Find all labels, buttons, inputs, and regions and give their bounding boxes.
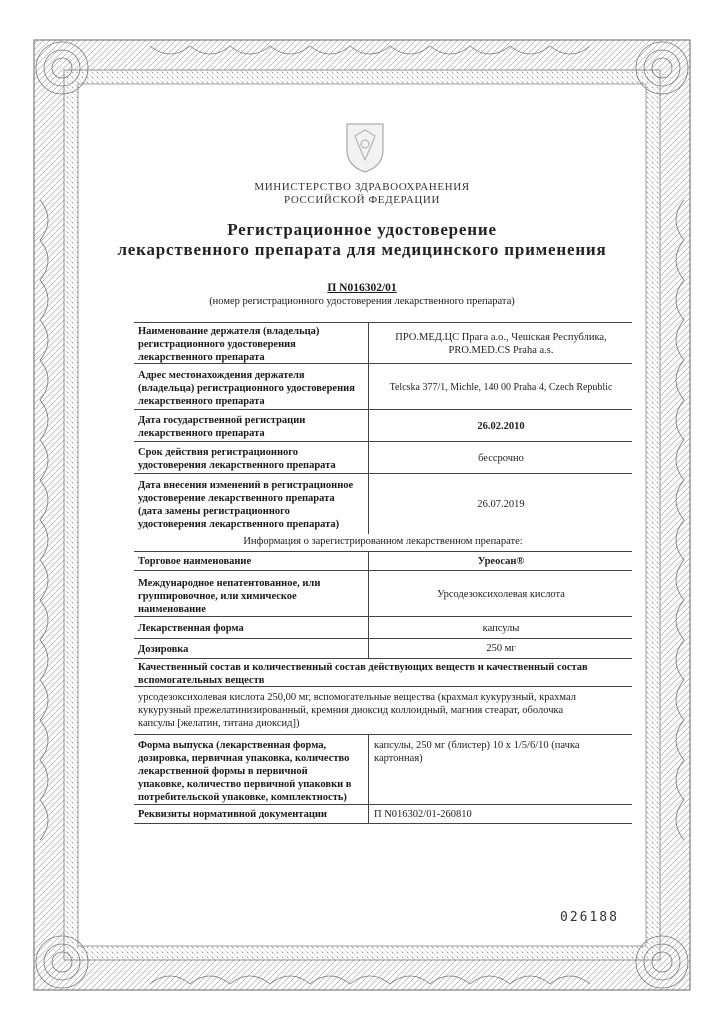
table-row: Срок действия регистрационного удостоверения лекарственного препарата бессрочно <box>134 442 632 474</box>
holder-table <box>134 322 632 534</box>
table-row: урсодезоксихолевая кислота 250,00 мг, вспомогательные вещества (крахмал кукурузный, крахмал кукурузный прежелатинизированный, кремния диоксид коллоидный, магния стеарат, оболочка капсулы [желатин, титана диоксид]) <box>134 687 632 735</box>
table-row: Наименование держателя (владельца) регистрационного удостоверения лекарственного препарата ПРО.МЕД.ЦС Прага а.о., Чешская Республика, PRO.MED.CS Praha a.s. <box>134 322 632 364</box>
product-info-heading: Информация о зарегистрированном лекарственном препарате: <box>243 536 523 547</box>
table-row: Международное непатентованное, или группировочное, или химическое наименование Урсодезоксихолевая кислота <box>134 571 632 617</box>
table-row: Реквизиты нормативной документации П N016302/01-260810 <box>134 805 632 824</box>
document-title-line-1: Регистрационное удостоверение <box>227 220 497 239</box>
document-title-line-2: лекарственного препарата для медицинского применения <box>117 240 607 259</box>
coat-of-arms-icon <box>343 120 387 174</box>
table-row: Качественный состав и количественный состав действующих веществ и качественный состав вспомогательных веществ <box>134 659 632 687</box>
serial-number: 026188 <box>560 910 619 925</box>
table-row: Дата государственной регистрации лекарственного препарата 26.02.2010 <box>134 410 632 442</box>
ministry-line-1: МИНИСТЕРСТВО ЗДРАВООХРАНЕНИЯ <box>254 181 470 193</box>
table-row: Дозировка 250 мг <box>134 639 632 659</box>
trade-name: Уреосан® <box>477 556 525 567</box>
registration-number: П N016302/01 <box>327 282 397 294</box>
table-row: Лекарственная форма капсулы <box>134 617 632 639</box>
registration-number-note: (номер регистрационного удостоверения лекарственного препарата) <box>209 296 515 307</box>
table-row: Адрес местонахождения держателя (владельца) регистрационного удостоверения лекарственного препарата Telcska 377/1, Michle, 140 00 Praha 4, Czech Republic <box>134 364 632 410</box>
table-row: Дата внесения изменений в регистрационное удостоверение лекарственного препарата (дата замены регистрационного удостоверения лекарственного препарата) 26.07.2019 <box>138 480 525 530</box>
ministry-line-2: РОССИЙСКОЙ ФЕДЕРАЦИИ <box>283 194 441 206</box>
table-row: Торговое наименование Уреосан® <box>134 551 632 571</box>
product-info-table <box>134 534 632 824</box>
table-row: Форма выпуска (лекарственная форма, дозировка, первичная упаковка, количество лекарственной формы в первичной упаковке, количество первичной упаковки в потребительской упаковке, комплектность) капсулы, 250 мг (блистер) 10 x 1/5/6/10 (пачка картонная) <box>134 735 632 805</box>
